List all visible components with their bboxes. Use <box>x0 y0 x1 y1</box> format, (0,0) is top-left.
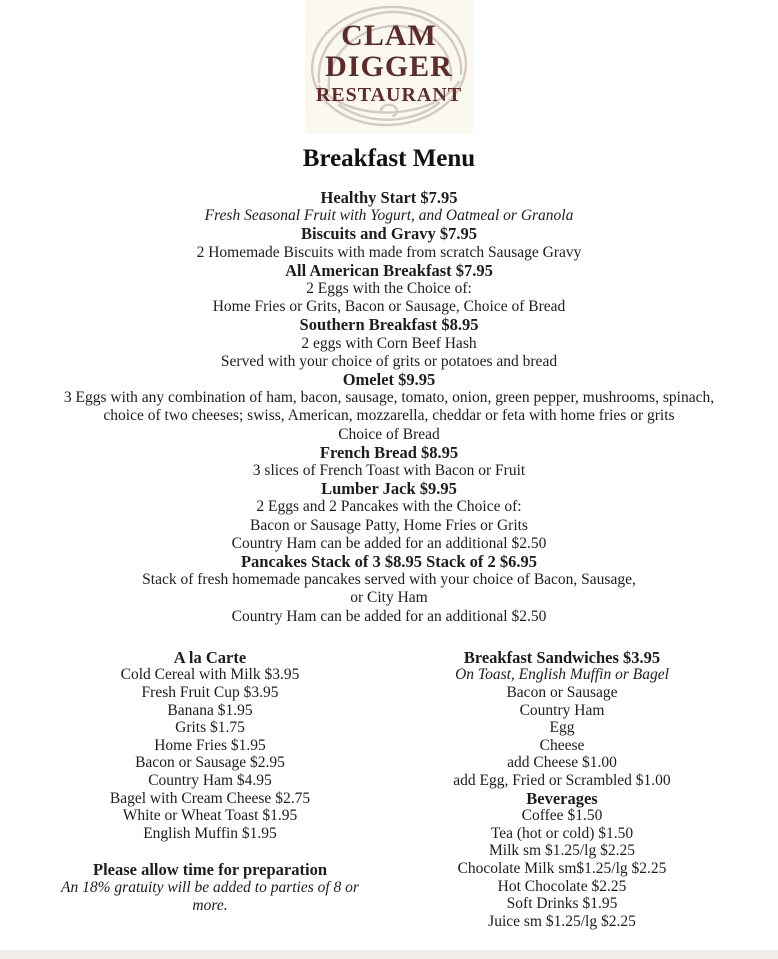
page-title: Breakfast Menu <box>302 145 476 172</box>
menu-item-description: 2 Eggs and 2 Pancakes with the Choice of: <box>256 498 522 516</box>
menu-item-description: Country Ham can be added for an additional $2.50 <box>231 607 547 625</box>
section-heading: Breakfast Sandwiches $3.95 <box>463 647 661 667</box>
preparation-note <box>36 861 384 914</box>
a-la-carte-item: White or Wheat Toast $1.95 <box>122 807 298 825</box>
a-la-carte-list <box>36 666 384 842</box>
menu-item-title: All American Breakfast $7.95 <box>285 260 493 280</box>
menu-item-title: Omelet $9.95 <box>342 370 436 390</box>
menu-item-title: Pancakes Stack of 3 $8.95 Stack of 2 $6.95 <box>240 552 538 572</box>
sandwiches-beverages-column <box>392 649 732 931</box>
a-la-carte-heading: A la Carte <box>173 647 247 667</box>
logo-text <box>305 0 473 109</box>
a-la-carte-item: Home Fries $1.95 <box>154 736 266 754</box>
section-item: Soft Drinks $1.95 <box>506 895 618 913</box>
section-subheading: On Toast, English Muffin or Bagel <box>455 666 669 684</box>
a-la-carte-item: Country Ham $4.95 <box>148 772 272 790</box>
menu-item-description: 2 Eggs with the Choice of: <box>306 280 472 298</box>
section-item: Coffee $1.50 <box>521 807 603 825</box>
menu-item-title: Healthy Start $7.95 <box>320 188 458 207</box>
section-item: Country Ham <box>519 701 605 719</box>
menu-item-description: or City Ham <box>350 589 428 607</box>
section-item: Tea (hot or cold) $1.50 <box>490 824 634 842</box>
menu-item-description: 2 eggs with Corn Beef Hash <box>301 334 477 352</box>
menu-item-description: 2 Homemade Biscuits with made from scratch Sausage Gravy <box>196 243 582 261</box>
lower-columns <box>0 649 778 931</box>
logo-name-line2: DIGGER <box>325 50 453 83</box>
scan-edge-artifact <box>0 950 778 959</box>
menu-item-description: Choice of Bread <box>338 425 440 443</box>
menu-item-title: Southern Breakfast $8.95 <box>299 315 479 335</box>
note-title: Please allow time for preparation <box>92 860 327 880</box>
menu-item-title: Biscuits and Gravy $7.95 <box>300 224 478 244</box>
section-item: Chocolate Milk sm$1.25/lg $2.25 <box>457 860 667 877</box>
menu-item-description: Country Ham can be added for an additional $2.50 <box>231 534 547 552</box>
section-item: add Cheese $1.00 <box>507 754 617 772</box>
section-item: Hot Chocolate $2.25 <box>497 877 627 895</box>
section-item: Bacon or Sausage <box>506 684 618 702</box>
a-la-carte-item: English Muffin $1.95 <box>143 824 277 842</box>
menu-item-description: choice of two cheeses; swiss, American, mozzarella, cheddar or feta with home fries or grits <box>103 407 675 425</box>
a-la-carte-column <box>36 649 384 931</box>
a-la-carte-item: Bagel with Cream Cheese $2.75 <box>109 789 311 807</box>
menu-item-title: French Bread $8.95 <box>319 442 459 462</box>
menu-item-description: 3 Eggs with any combination of ham, bacon, sausage, tomato, onion, green pepper, mushrooms, spinach, <box>63 389 715 407</box>
logo-name-line3: RESTAURANT <box>315 84 463 106</box>
section-item: Milk sm $1.25/lg $2.25 <box>489 842 635 860</box>
a-la-carte-item: Cold Cereal with Milk $3.95 <box>120 666 300 684</box>
a-la-carte-item: Banana $1.95 <box>167 701 253 719</box>
menu-item-description: 3 slices of French Toast with Bacon or Fruit <box>252 462 526 480</box>
section-item: Egg <box>549 719 575 737</box>
a-la-carte-item: Fresh Fruit Cup $3.95 <box>141 684 279 702</box>
main-menu <box>0 189 778 626</box>
menu-item-description: Stack of fresh homemade pancakes served with your choice of Bacon, Sausage, <box>142 571 636 589</box>
logo-name-line1: CLAM <box>341 19 437 52</box>
restaurant-logo <box>305 0 473 134</box>
section-item: Juice sm $1.25/lg $2.25 <box>488 912 636 930</box>
a-la-carte-item: Bacon or Sausage $2.95 <box>135 754 285 772</box>
menu-item-description: Served with your choice of grits or potatoes and bread <box>220 352 558 370</box>
note-gratuity-text: An 18% gratuity will be added to parties of 8 or more. <box>61 879 359 914</box>
menu-item-description: Home Fries or Grits, Bacon or Sausage, Choice of Bread <box>212 298 566 316</box>
section-heading: Beverages <box>526 788 598 808</box>
a-la-carte-item: Grits $1.75 <box>175 719 245 737</box>
menu-item-description: Fresh Seasonal Fruit with Yogurt, and Oatmeal or Granola <box>204 207 574 225</box>
section-item: add Egg, Fried or Scrambled $1.00 <box>453 772 671 790</box>
section-item: Cheese <box>539 736 585 754</box>
menu-item-description: Bacon or Sausage Patty, Home Fries or Grits <box>250 516 528 534</box>
menu-item-title: Lumber Jack $9.95 <box>321 479 457 499</box>
